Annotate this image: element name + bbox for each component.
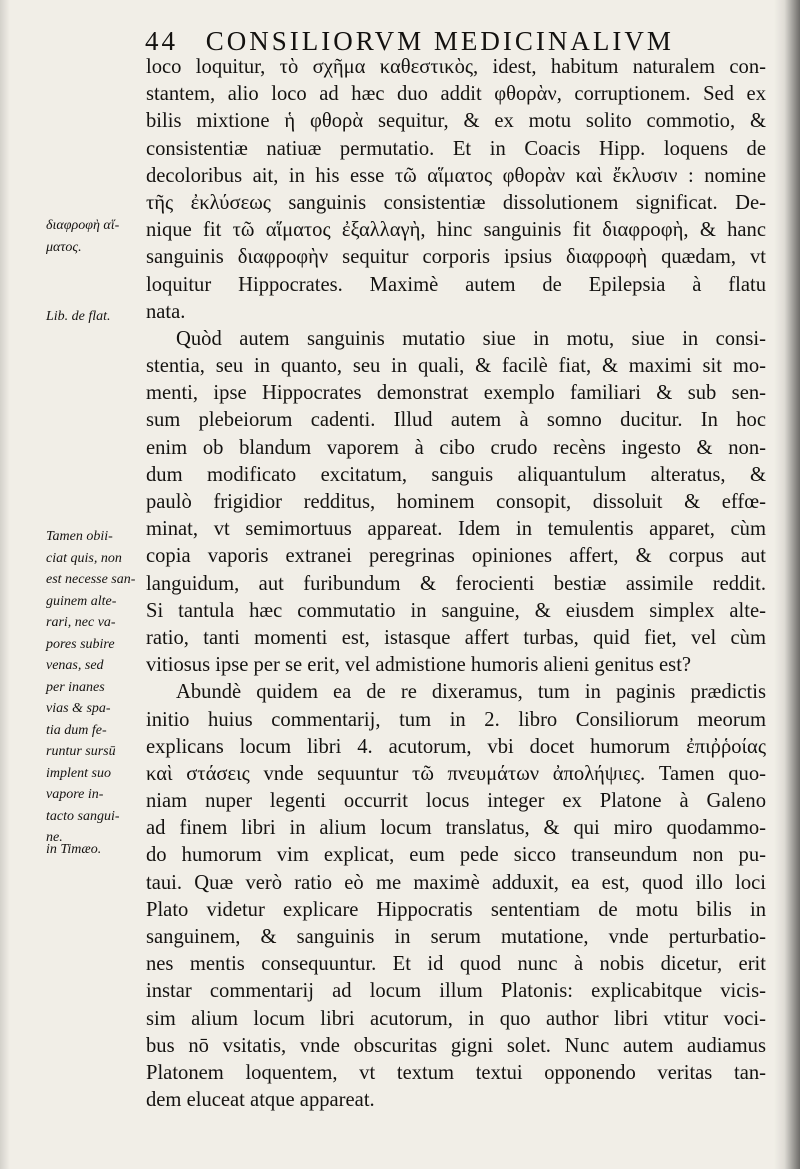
text-line: initio huius commentarij, tum in 2. libro Consiliorum meorum — [146, 708, 766, 731]
text-line: ad finem libri in alium locum translatus, & qui miro quodammo- — [146, 817, 766, 840]
text-line: Plato videtur explicare Hippocratis sententiam de motu bilis in — [146, 898, 766, 921]
paragraph-start-line: Quòd autem sanguinis mutatio siue in motu, siue in consi- — [176, 327, 766, 350]
text-line: instar commentarij ad locum illum Platonis: explicabitque vicis- — [146, 980, 766, 1003]
text-line: nata. — [146, 300, 186, 323]
text-line: explicans locum libri 4. acutorum, vbi docet humorum ἐπιῤῥοίας — [146, 735, 766, 758]
text-line: decoloribus ait, in his esse τῶ αἵματος φθορὰν καὶ ἔκλυσιν : nomine — [146, 164, 766, 187]
text-line: menti, ipse Hippocrates demonstrat exemplo familiari & sub sen- — [146, 382, 766, 405]
text-line: sanguinis διαφροφὴν sequitur corporis ipsius διαφροφὴ quædam, vt — [146, 246, 766, 269]
text-line: sanguinem, & sanguinis in serum mutatione, vnde perturbatio- — [146, 926, 766, 948]
running-title: CONSILIORVM MEDICINALIVM — [205, 26, 674, 56]
text-line: minat, vt semimortuus appareat. Idem in temulentis apparet, cùm — [146, 518, 766, 541]
paragraph-start-line: Abundè quidem ea de re dixeramus, tum in paginis prædictis — [176, 681, 766, 704]
running-header — [145, 26, 765, 57]
text-line: do humorum vim explicat, eum pede sicco transeundum non pu- — [146, 844, 766, 867]
page-edge-shadow — [0, 0, 10, 1169]
text-line: ratio, tanti momenti est, istasque affert turbas, quid fiet, vel cùm — [146, 626, 766, 649]
text-line: consistentiæ natiuæ permutatio. Et in Coacis Hipp. loquens de — [146, 137, 766, 160]
text-line: enim ob blandum vaporem à cibo crudo recèns ingesto & non- — [146, 436, 766, 459]
text-line: loco loquitur, τὸ σχῆμα καθεστικὸς, idest, habitum naturalem con- — [146, 56, 766, 78]
text-line: taui. Quæ verò ratio eò me maximè adduxit, ea est, quod illo loci — [146, 871, 766, 894]
text-line: copia vaporis extranei peregrinas opiniones affert, & corpus aut — [146, 545, 766, 568]
margin-note-tamen-obiiciat: Tamen obii- ciat quis, non est necesse san- guinem alte- rari, nec va- pores subire venas, sed per inanes vias & spa- tia dum fe- runtur sursū implent suo vapore in- tacto sangui- ne. — [46, 529, 136, 845]
text-line: languidum, aut furibundum & ferocienti bestiæ assimile reddit. — [146, 572, 766, 595]
text-line: dum modificato excitatum, sanguis aliquantulum alteratus, & — [146, 463, 766, 486]
margin-note-lib-de-flat: Lib. de flat. — [46, 309, 111, 324]
text-line: stantem, alio loco ad hæc duo addit φθορὰν, corruptionem. Sed ex — [146, 83, 766, 106]
text-line: nes mentis consequuntur. Et id quod nunc à nobis dicetur, erit — [146, 953, 766, 976]
text-line: καὶ στάσεις vnde sequuntur τῶ πνευμάτων ἀπολήψιες. Tamen quo- — [146, 762, 766, 785]
binding-gutter-shadow — [774, 0, 800, 1169]
text-line: Si tantula hæc commutatio in sanguine, & eiusdem simplex alte- — [146, 599, 766, 622]
text-line: vitiosus ipse per se erit, vel admistione humoris alieni genitus est? — [146, 654, 692, 677]
text-line: Platonem loquentem, vt textum textui opponendo veritas tan- — [146, 1061, 766, 1084]
margin-note-in-timaeo: in Timæo. — [46, 842, 102, 857]
body-text — [146, 54, 766, 1114]
text-line: paulò frigidior redditus, hominem consopit, dissoluit & effœ- — [146, 491, 766, 513]
text-line: niam nuper legenti occurrit locus integer ex Platone à Galeno — [146, 790, 766, 813]
text-line: nique fit τῶ αἵματος ἐξαλλαγὴ, hinc sanguinis fit διαφροφὴ, & hanc — [146, 219, 766, 242]
text-line: τῆς ἐκλύσεως sanguinis consistentiæ dissolutionem significat. De- — [146, 191, 766, 214]
text-line: loquitur Hippocrates. Maximè autem de Epilepsia à flatu — [146, 273, 766, 296]
text-line: sim alium locum libri acutorum, in quo author libri vtitur voci- — [146, 1007, 766, 1030]
margin-note-greek: διαφροφὴ αἵ- ματος. — [46, 218, 120, 255]
text-line: sum plebeiorum cadenti. Illud autem à somno ducitur. In hoc — [146, 409, 766, 432]
text-line: stentia, seu in quanto, seu in quali, & facilè fiat, & maximi sit mo- — [146, 355, 766, 378]
text-line: bilis mixtione ἡ φθορὰ sequitur, & ex motu solito commotio, & — [146, 110, 766, 133]
text-line: bus nō vsitatis, vnde obscuritas gigni solet. Nunc autem audiamus — [146, 1034, 766, 1057]
text-line: dem eluceat atque appareat. — [146, 1089, 375, 1112]
page-number: 44 — [145, 26, 178, 56]
